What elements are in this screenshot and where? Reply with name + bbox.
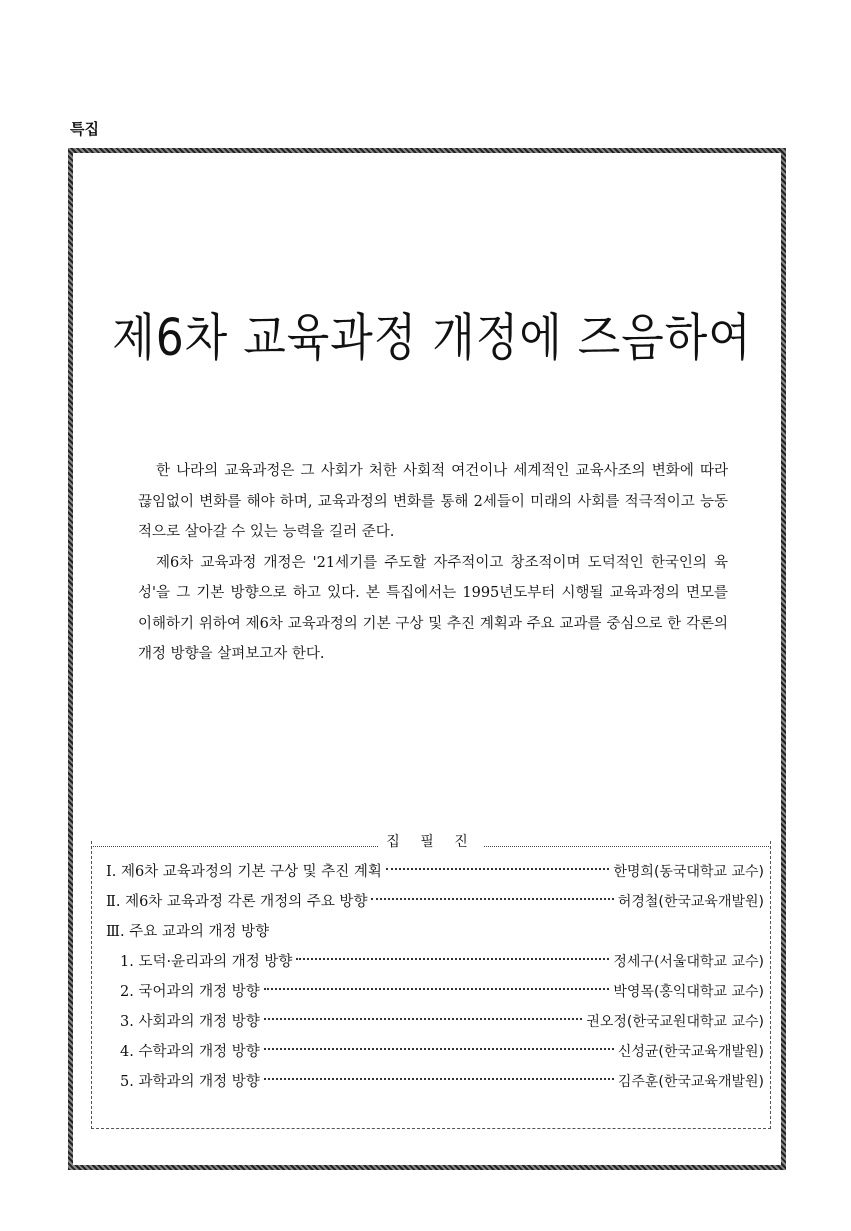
contributors-header: [91, 834, 771, 851]
toc-author: 정세구(서울대학교 교수): [613, 954, 764, 970]
section-label: 특집: [70, 120, 99, 138]
toc-row: [92, 977, 772, 1007]
toc-row: [92, 1007, 772, 1037]
page-title: 제6차 교육과정 개정에 즈음하여: [112, 308, 752, 368]
toc-author: 한명희(동국대학교 교수): [613, 864, 764, 880]
toc-title: 3. 사회과의 개정 방향: [120, 1014, 260, 1030]
intro-paragraph: 제6차 교육과정 개정은 '21세기를 주도할 자주적이고 창조적이며 도덕적인 한국인의 육성'을 그 기본 방향으로 하고 있다. 본 특집에서는 1995년도부터 시행될 교육과정의 면모를 이해하기 위하여 제6차 교육과정의 기본 구상 및 추진 계획과 주요 교과를 중심으로 한 각론의 개정 방향을 살펴보고자 한다.: [138, 554, 728, 662]
toc-title: 5. 과학과의 개정 방향: [120, 1074, 260, 1090]
toc-author: 김주훈(한국교육개발원): [617, 1074, 764, 1090]
toc-row: [92, 887, 772, 917]
toc-author: 허경철(한국교육개발원): [617, 894, 764, 910]
toc-title: 1. 도덕·윤리과의 개정 방향: [120, 954, 293, 970]
contributors-box: [91, 834, 771, 1129]
toc-row: [92, 917, 772, 947]
intro-paragraph: 한 나라의 교육과정은 그 사회가 처한 사회적 여건이나 세계적인 교육사조의 변화에 따라 끊임없이 변화를 해야 하며, 교육과정의 변화를 통해 2세들이 미래의 사회를 적극적이고 능동적으로 살아갈 수 있는 능력을 길러 준다.: [138, 463, 728, 540]
feature-frame: [68, 148, 786, 1170]
toc-row: [92, 857, 772, 887]
toc-title: Ⅲ. 주요 교과의 개정 방향: [106, 924, 270, 940]
toc-title: 4. 수학과의 개정 방향: [120, 1044, 260, 1060]
toc-author: 박영목(홍익대학교 교수): [613, 984, 764, 1000]
toc-author: 신성균(한국교육개발원): [617, 1044, 764, 1060]
intro-text: [138, 456, 728, 670]
toc-title: Ⅰ. 제6차 교육과정의 기본 구상 및 추진 계획: [106, 864, 382, 880]
contributors-heading: 집 필 진: [378, 831, 483, 851]
toc-row: [92, 1067, 772, 1097]
toc-row: [92, 947, 772, 977]
toc-title: 2. 국어과의 개정 방향: [120, 984, 260, 1000]
toc-title: Ⅱ. 제6차 교육과정 각론 개정의 주요 방향: [106, 894, 368, 910]
toc-row: [92, 1037, 772, 1067]
toc-author: 권오정(한국교원대학교 교수): [586, 1014, 764, 1030]
contents-list: [92, 857, 772, 1097]
